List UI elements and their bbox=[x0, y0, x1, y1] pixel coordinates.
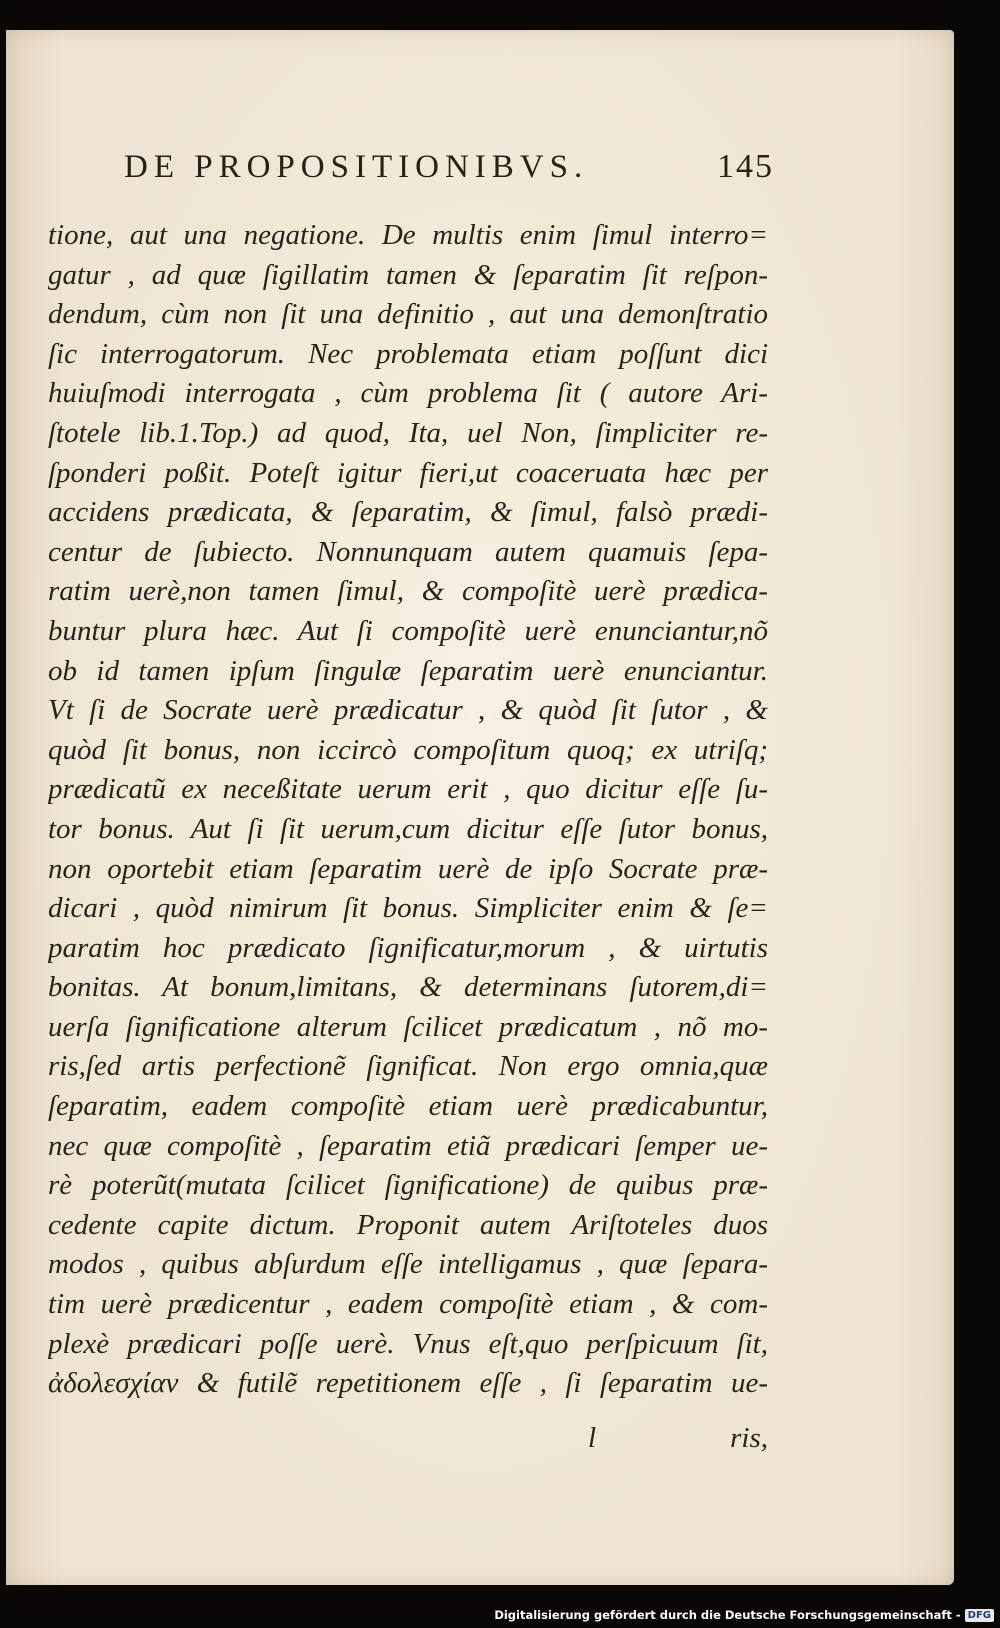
text-line: tione, aut una negatione. De multis enim ſimul interro= bbox=[48, 219, 768, 251]
text-line: bonitas. At bonum,limitans, & determinans ſutorem,di= bbox=[48, 971, 768, 1004]
digitization-credit bbox=[494, 1608, 994, 1622]
credit-text: Digitalisierung gefördert durch die Deutsche Forschungsgemeinschaft - bbox=[494, 1608, 961, 1622]
text-line: accidens prædicata, & ſeparatim, & ſimul, falsò prædi- bbox=[48, 496, 768, 529]
text-line: nec quæ compoſitè , ſeparatim etiã prædicari ſemper ue- bbox=[48, 1129, 768, 1162]
text-line: ſtotele lib.1.Top.) ad quod, Ita, uel Non, ſimpliciter re- bbox=[48, 416, 768, 449]
text-line: centur de ſubiecto. Nonnunquam autem quamuis ſepa- bbox=[48, 535, 768, 568]
page-foot bbox=[48, 1422, 768, 1462]
body-text bbox=[48, 216, 768, 1404]
text-line: gatur , ad quæ ſigillatim tamen & ſeparatim ſit reſpon- bbox=[48, 258, 768, 291]
dfg-logo: DFG bbox=[965, 1609, 994, 1622]
catchword: ris, bbox=[730, 1422, 768, 1454]
text-line: non oportebit etiam ſeparatim uerè de ipſo Socrate præ- bbox=[48, 852, 768, 885]
signature-mark: l bbox=[588, 1422, 597, 1454]
text-line: ſic interrogatorum. Nec problemata etiam poſſunt dici bbox=[48, 337, 768, 370]
text-line: prædicatũ ex neceßitate uerum erit , quo dicitur eſſe ſu- bbox=[48, 773, 768, 806]
text-line: ris,ſed artis perfectionẽ ſignificat. Non ergo omnia,quæ bbox=[48, 1050, 768, 1083]
text-line: buntur plura hæc. Aut ſi compoſitè uerè enunciantur,nõ bbox=[48, 614, 768, 647]
text-line: dicari , quòd nimirum ſit bonus. Simpliciter enim & ſe= bbox=[48, 892, 768, 925]
text-line: ſponderi poßit. Poteſt igitur fieri,ut coaceruata hæc per bbox=[48, 456, 768, 489]
text-line: paratim hoc prædicato ſignificatur,morum , & uirtutis bbox=[48, 931, 768, 964]
text-line: plexè prædicari poſſe uerè. Vnus eſt,quo perſpicuum ſit, bbox=[48, 1327, 768, 1360]
running-title: DE PROPOSITIONIBVS. bbox=[124, 149, 589, 185]
text-line: ob id tamen ipſum ſingulæ ſeparatim uerè enunciantur. bbox=[48, 654, 768, 687]
text-line: quòd ſit bonus, non iccircò compoſitum quoq; ex utriſq; bbox=[48, 733, 768, 766]
text-line: modos , quibus abſurdum eſſe intelligamus , quæ ſepara- bbox=[48, 1248, 768, 1281]
text-line: ἀδολεσχίαν & futilẽ repetitionem eſſe , ſi ſeparatim ue- bbox=[48, 1367, 768, 1400]
text-line: cedente capite dictum. Proponit autem Ariſtoteles duos bbox=[48, 1208, 768, 1241]
book-page bbox=[6, 30, 954, 1585]
page-number: 145 bbox=[717, 148, 774, 185]
text-line: dendum, cùm non ſit una definitio , aut una demonſtratio bbox=[48, 298, 768, 331]
text-line: uerſa ſignificatione alterum ſcilicet prædicatum , nõ mo- bbox=[48, 1010, 768, 1043]
text-line: huiuſmodi interrogata , cùm problema ſit ( autore Ari- bbox=[48, 377, 768, 410]
text-line: tim uerè prædicentur , eadem compoſitè etiam , & com- bbox=[48, 1288, 768, 1321]
text-line: rè poterũt(mutata ſcilicet ſignificatione) de quibus præ- bbox=[48, 1169, 768, 1202]
running-head bbox=[124, 148, 774, 186]
text-line: ratim uerè,non tamen ſimul, & compoſitè uerè prædica- bbox=[48, 575, 768, 608]
text-line: Vt ſi de Socrate uerè prædicatur , & quòd ſit ſutor , & bbox=[48, 694, 768, 727]
text-line: tor bonus. Aut ſi ſit uerum,cum dicitur eſſe ſutor bonus, bbox=[48, 812, 768, 845]
text-line: ſeparatim, eadem compoſitè etiam uerè prædicabuntur, bbox=[48, 1090, 768, 1123]
